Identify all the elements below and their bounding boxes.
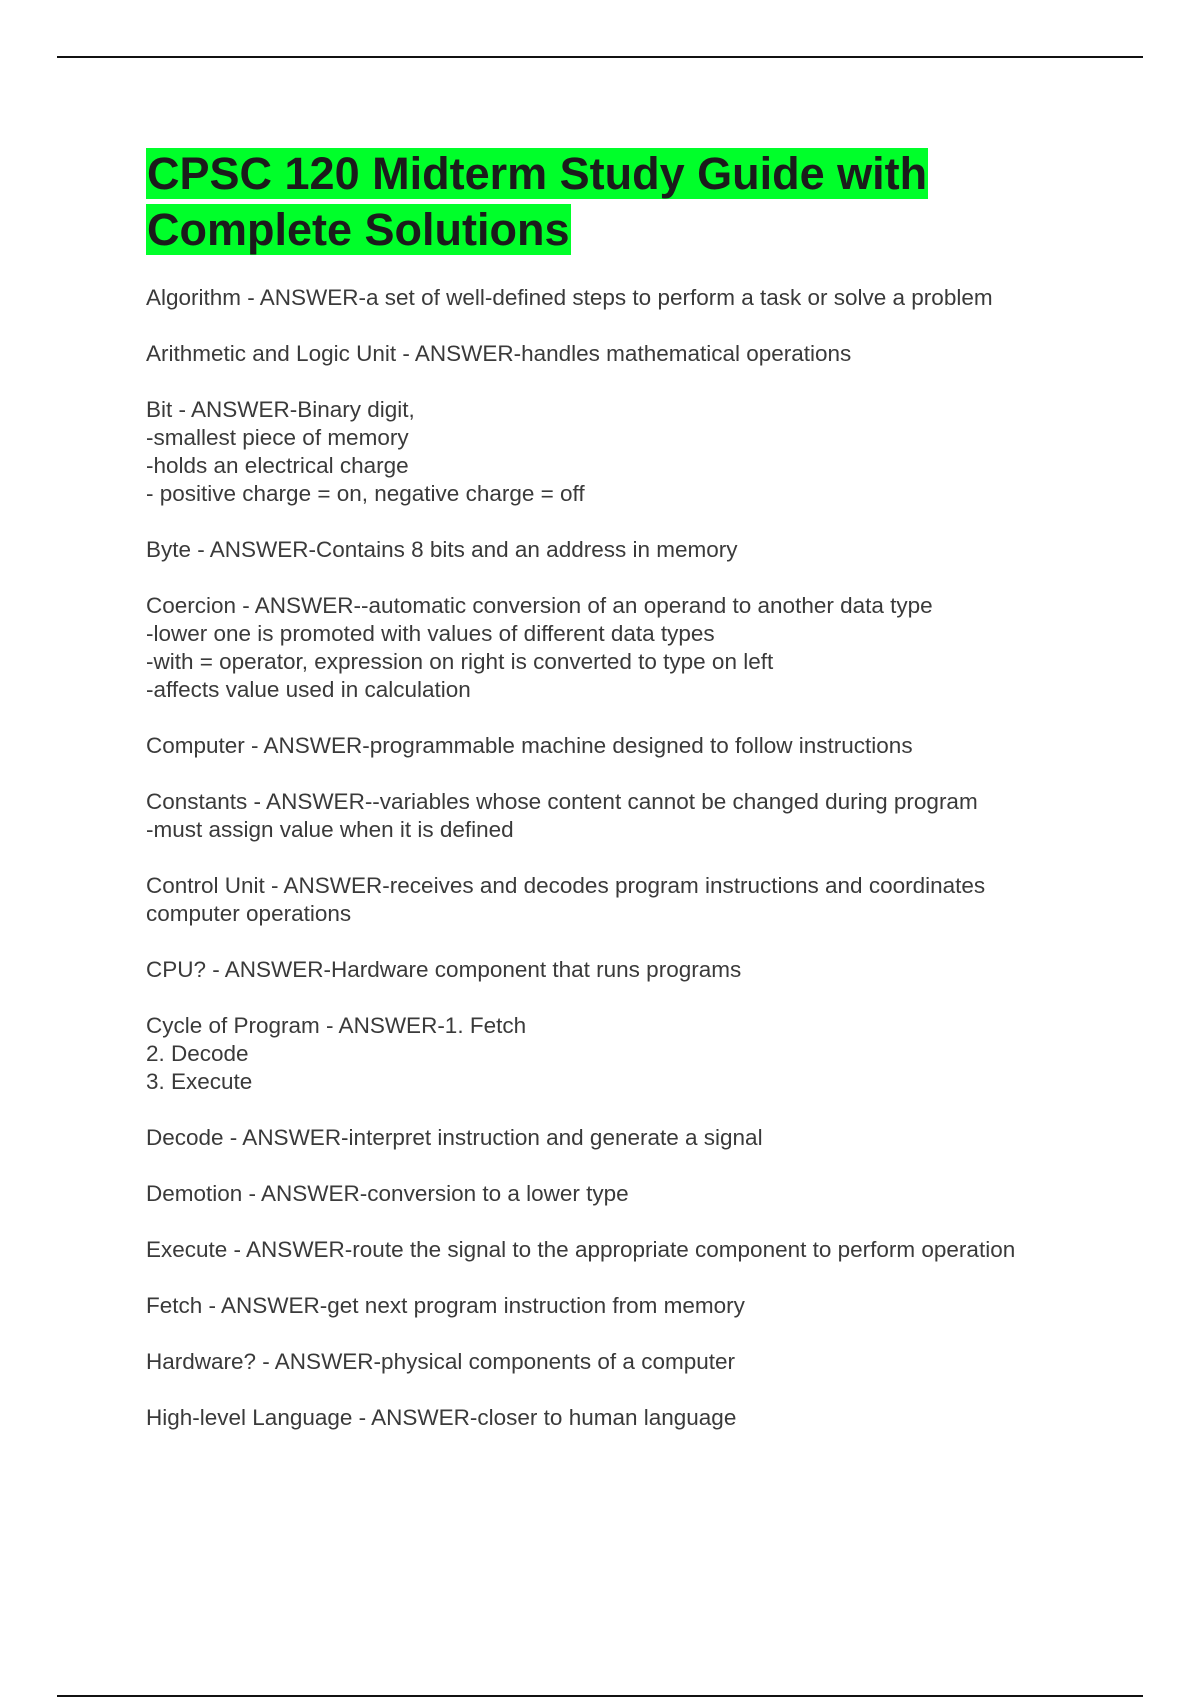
top-rule bbox=[57, 56, 1143, 58]
entry-line: Byte - ANSWER-Contains 8 bits and an address in memory bbox=[146, 537, 738, 562]
study-entry bbox=[146, 592, 1106, 704]
study-entry bbox=[146, 396, 1106, 508]
study-guide-entries bbox=[146, 284, 1106, 1460]
title-block bbox=[146, 146, 1106, 258]
entry-line: Cycle of Program - ANSWER-1. Fetch bbox=[146, 1013, 527, 1038]
study-entry bbox=[146, 1348, 1106, 1376]
study-entry bbox=[146, 1292, 1106, 1320]
study-entry bbox=[146, 1012, 1106, 1096]
entry-line: Constants - ANSWER--variables whose content cannot be changed during program bbox=[146, 789, 978, 814]
entry-line: Decode - ANSWER-interpret instruction and generate a signal bbox=[146, 1125, 763, 1150]
study-entry bbox=[146, 732, 1106, 760]
entry-line: Bit - ANSWER-Binary digit, bbox=[146, 397, 415, 422]
study-entry bbox=[146, 1124, 1106, 1152]
entry-line: -must assign value when it is defined bbox=[146, 817, 514, 842]
entry-line: Demotion - ANSWER-conversion to a lower type bbox=[146, 1181, 629, 1206]
study-entry bbox=[146, 1236, 1106, 1264]
entry-line: Execute - ANSWER-route the signal to the appropriate component to perform operation bbox=[146, 1237, 1016, 1262]
study-entry bbox=[146, 340, 1106, 368]
study-entry bbox=[146, 1180, 1106, 1208]
entry-line: High-level Language - ANSWER-closer to human language bbox=[146, 1405, 737, 1430]
study-entry bbox=[146, 284, 1106, 312]
study-entry bbox=[146, 536, 1106, 564]
title-line-1: CPSC 120 Midterm Study Guide with bbox=[147, 148, 928, 199]
entry-line: -smallest piece of memory bbox=[146, 425, 409, 450]
entry-line: computer operations bbox=[146, 901, 352, 926]
document-title bbox=[146, 146, 1106, 258]
study-entry bbox=[146, 956, 1106, 984]
entry-line: Control Unit - ANSWER-receives and decodes program instructions and coordinates bbox=[146, 873, 986, 898]
entry-line: CPU? - ANSWER-Hardware component that runs programs bbox=[146, 957, 742, 982]
entry-line: -holds an electrical charge bbox=[146, 453, 409, 478]
entry-line: Fetch - ANSWER-get next program instruction from memory bbox=[146, 1293, 745, 1318]
entry-line: - positive charge = on, negative charge = off bbox=[146, 481, 585, 506]
title-line-2: Complete Solutions bbox=[147, 204, 570, 255]
entry-line: 2. Decode bbox=[146, 1041, 249, 1066]
entry-line: -affects value used in calculation bbox=[146, 677, 471, 702]
study-entry bbox=[146, 872, 1106, 928]
entry-line: Arithmetic and Logic Unit - ANSWER-handles mathematical operations bbox=[146, 341, 852, 366]
entry-line: Algorithm - ANSWER-a set of well-defined steps to perform a task or solve a problem bbox=[146, 285, 993, 310]
entry-line: -with = operator, expression on right is converted to type on left bbox=[146, 649, 774, 674]
entry-line: Coercion - ANSWER--automatic conversion of an operand to another data type bbox=[146, 593, 933, 618]
entry-line: Computer - ANSWER-programmable machine designed to follow instructions bbox=[146, 733, 913, 758]
entry-line: -lower one is promoted with values of different data types bbox=[146, 621, 715, 646]
entry-line: Hardware? - ANSWER-physical components of a computer bbox=[146, 1349, 735, 1374]
bottom-rule bbox=[57, 1695, 1143, 1697]
study-entry bbox=[146, 788, 1106, 844]
study-entry bbox=[146, 1404, 1106, 1432]
entry-line: 3. Execute bbox=[146, 1069, 253, 1094]
